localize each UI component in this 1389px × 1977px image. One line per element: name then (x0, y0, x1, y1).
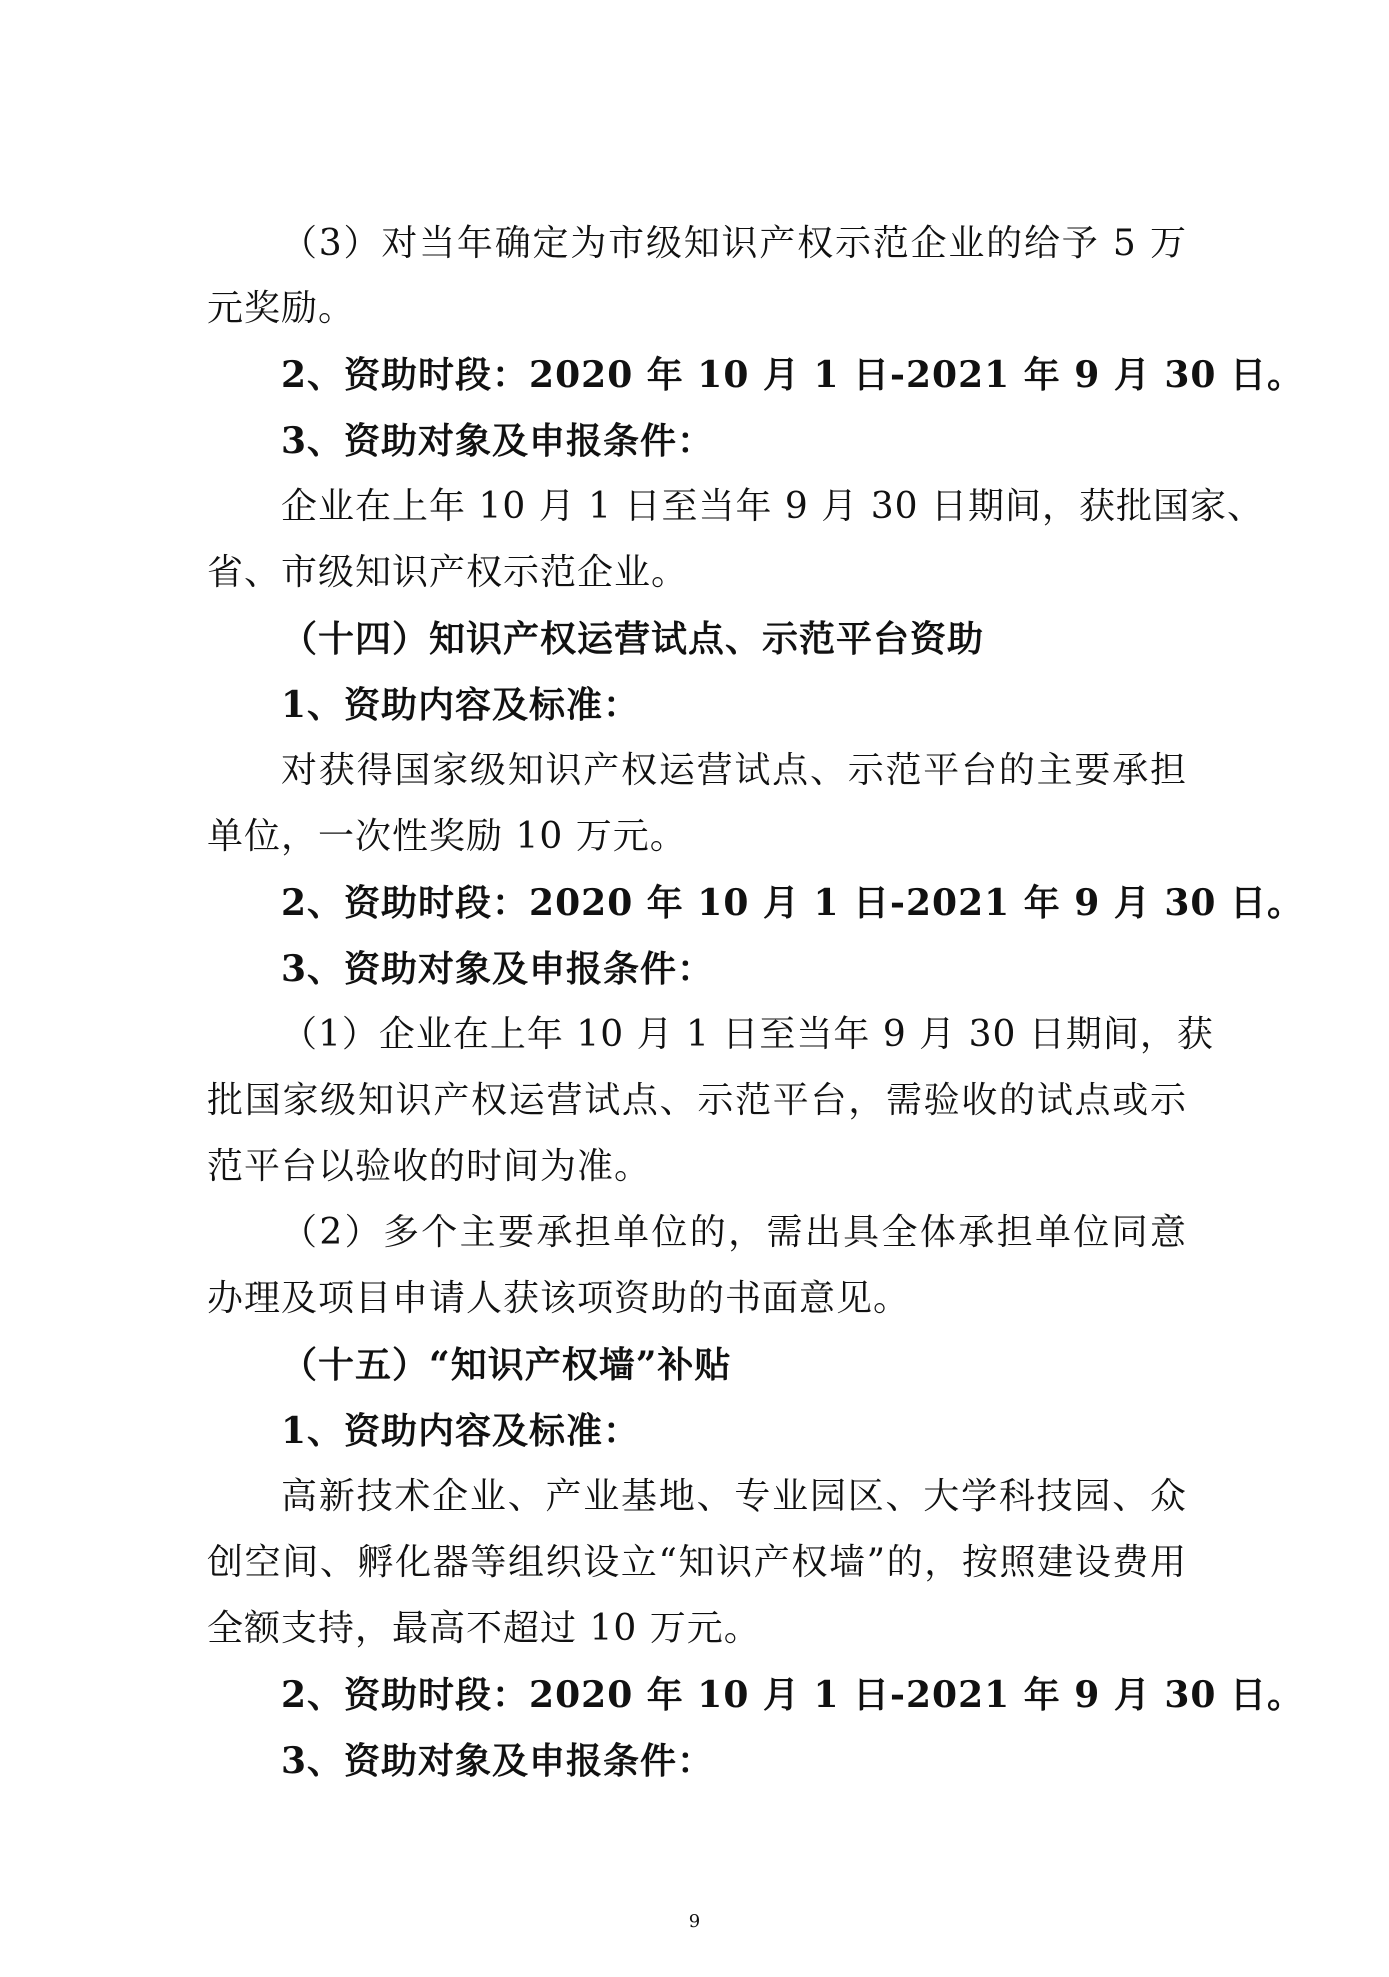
paragraph-line: 单位，一次性奖励 10 万元。 (207, 816, 687, 857)
paragraph-line: 批国家级知识产权运营试点、示范平台，需验收的试点或示 (207, 1080, 1187, 1121)
section-heading: 2、资助时段：2020 年 10 月 1 日-2021 年 9 月 30 日。 (281, 882, 1305, 924)
paragraph-line: （1）企业在上年 10 月 1 日至当年 9 月 30 日期间，获 (281, 1014, 1214, 1055)
paragraph-line: （2）多个主要承担单位的，需出具全体承担单位同意 (281, 1212, 1187, 1253)
paragraph-line: 创空间、孵化器等组织设立“知识产权墙”的，按照建设费用 (207, 1542, 1187, 1583)
section-heading: 3、资助对象及申报条件： (281, 420, 715, 462)
page-number: 9 (688, 1911, 701, 1932)
section-title: （十五）“知识产权墙”补贴 (281, 1344, 732, 1386)
section-heading: 2、资助时段：2020 年 10 月 1 日-2021 年 9 月 30 日。 (281, 1674, 1305, 1716)
paragraph-line: 办理及项目申请人获该项资助的书面意见。 (207, 1278, 911, 1319)
paragraph-line: 高新技术企业、产业基地、专业园区、大学科技园、众 (281, 1476, 1187, 1517)
section-heading: 2、资助时段：2020 年 10 月 1 日-2021 年 9 月 30 日。 (281, 354, 1305, 396)
paragraph-line: 范平台以验收的时间为准。 (207, 1146, 652, 1187)
paragraph-line: （3）对当年确定为市级知识产权示范企业的给予 5 万 (281, 223, 1187, 264)
paragraph-line: 省、市级知识产权示范企业。 (207, 552, 689, 593)
paragraph-line: 元奖励。 (207, 288, 356, 329)
section-heading: 1、资助内容及标准： (281, 684, 641, 726)
section-heading: 3、资助对象及申报条件： (281, 1740, 715, 1782)
paragraph-line: 对获得国家级知识产权运营试点、示范平台的主要承担 (281, 750, 1187, 791)
section-heading: 3、资助对象及申报条件： (281, 948, 715, 990)
paragraph-line: 企业在上年 10 月 1 日至当年 9 月 30 日期间，获批国家、 (281, 486, 1264, 527)
section-heading: 1、资助内容及标准： (281, 1410, 641, 1452)
section-title: （十四）知识产权运营试点、示范平台资助 (281, 618, 985, 660)
paragraph-line: 全额支持，最高不超过 10 万元。 (207, 1608, 761, 1649)
